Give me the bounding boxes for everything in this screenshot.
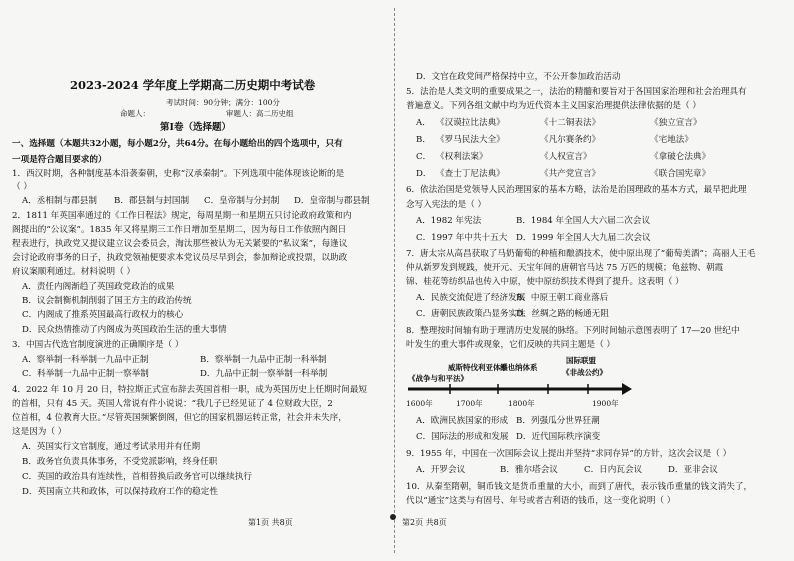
question-9-option-d[interactable]: D．亚非会议: [668, 465, 718, 475]
timeline-event: 威斯特伐利亚体系: [448, 363, 508, 372]
question-5-option-d-label[interactable]: D．: [416, 169, 432, 179]
question-10-line: 10．从秦至隋朝，铜币钱文是货币重量的大小，而到了唐代，表示钱币重量的钱文消失了，: [406, 482, 753, 492]
timeline-year: 1900年: [592, 399, 619, 408]
question-5-option-b-doc2: 《凡尔赛条约》: [540, 135, 601, 145]
question-5-option-c-doc2: 《人权宣言》: [540, 152, 592, 162]
question-2-line: 会讨论政府事务的日子，执政党领袖便要求本党议员尽早到会，参加辩论或投票，以助政: [12, 253, 348, 263]
question-9-option-b[interactable]: B．雅尔塔会议: [500, 465, 558, 475]
question-2-line: 2．1811 年英国率通过的《工作日程法》规定，每周星期一和星期五只讨论政府政策和内: [12, 211, 352, 221]
question-6-line: 6．依法治国是党领导人民治理国家的基本方略，法治是治国理政的基本方式，最早把此理: [406, 185, 747, 195]
question-7-option-d[interactable]: D．丝绸之路的畅通无阻: [516, 309, 609, 319]
timeline-event: 国际联盟: [566, 356, 596, 365]
question-3-option-b[interactable]: B．察举制一九品中正制一科举制: [200, 355, 327, 365]
instructions-line1: 一、选择题（本题共32小题，每小题2分，共64分。在每小题给出的四个选项中，只有: [12, 139, 343, 149]
page-divider: [394, 8, 395, 553]
question-7-option-a[interactable]: A．民族交流促进了经济发展: [416, 293, 526, 303]
page-footer-left: 第1页 共8页: [248, 518, 293, 527]
exam-title: 2023-2024 学年度上学期高二历史期中考试卷: [70, 78, 316, 92]
question-1-option-b[interactable]: B．郡县制与封国制: [114, 196, 190, 206]
question-8-option-d[interactable]: D．近代国际秩序演变: [516, 432, 601, 442]
question-5-line: 普遍意义。下列各组文献中均为近代资本主义国家治理提供法律依据的是（ ）: [406, 101, 701, 111]
question-4-option-d-cont[interactable]: D．文官在政党间严格保持中立，不公开参加政治活动: [416, 72, 621, 82]
question-5-line: 5．法治是人类文明的重要成果之一，法治的精髓和要旨对于各国国家治理和社会治理具有: [406, 87, 747, 97]
question-4-line: 这是因为（ ）: [12, 427, 67, 437]
question-1-option-a[interactable]: A．丞相制与郡县制: [22, 196, 97, 206]
question-7-line: 7．唐太宗从高昌获取了马奶葡萄的种植和酿酒技术，使中原出现了“葡萄美酒”；高丽人王毛: [406, 249, 756, 259]
exam-meta-reviewer: 审题人：高二历史组: [226, 109, 294, 118]
right-page: [400, 0, 794, 561]
question-3-option-c[interactable]: C．科举制一九品中正制一察举制: [22, 369, 149, 379]
question-7-line: 锦、桂花等纺织品也传入中原，使中原纺织技术得到了提升。这表明（ ）: [406, 277, 684, 287]
question-8-line: 叶发生的重大事件或现象，它们反映的共同主题是（ ）: [406, 340, 615, 350]
question-3-stem: 3．中国古代选官制度演进的正确顺序是（ ）: [12, 340, 184, 350]
question-1-stem-2: （ ）: [12, 182, 32, 192]
question-7-option-c[interactable]: C．唐朝民族政策凸显务实性: [416, 309, 526, 319]
question-5-option-d-doc2: 《共产党宣言》: [540, 169, 601, 179]
question-8-option-b[interactable]: B．列强瓜分世界狂潮: [516, 416, 600, 426]
question-5-option-a-doc1: 《汉谟拉比法典》: [436, 118, 505, 128]
question-6-option-d[interactable]: D．1999 年全国人大九届二次会议: [516, 233, 651, 243]
question-10-line: 代以“通宝”这类与有固号、年号或者吉利语的钱币，这一变化说明（ ）: [406, 496, 676, 506]
question-8-option-c[interactable]: C．国际法的形成和发展: [416, 432, 509, 442]
question-2-option-b[interactable]: B．议会制衡机制削弱了国王方主的政治传统: [22, 296, 192, 306]
question-2-line: 府议案顺利通过。材料说明（ ）: [12, 267, 136, 277]
question-5-option-c-label[interactable]: C．: [416, 152, 432, 162]
timeline-arrow: [622, 383, 632, 395]
page-footer-right: 第2页 共8页: [402, 518, 447, 527]
timeline-year: 1800年: [508, 399, 535, 408]
question-4-option-a[interactable]: A．英国实行文官制度，通过考试录用并有任期: [22, 442, 201, 452]
timeline-event: 维也纳体系: [500, 363, 538, 372]
question-5-option-c-doc1: 《权利法案》: [436, 152, 488, 162]
question-6-option-b[interactable]: B．1984 年全国人大六届二次会议: [516, 216, 651, 226]
question-8-option-a[interactable]: A．欧洲民族国家的形成: [416, 416, 509, 426]
section-title: 第Ⅰ卷（选择题）: [160, 122, 231, 133]
question-6-option-c[interactable]: C．1997 年中共十五大: [416, 233, 508, 243]
question-3-option-a[interactable]: A．察举制一科举制一九品中正制: [22, 355, 149, 365]
question-8-line: 8．整理按时间轴有助于理清历史发展的脉络。下列时间轴示意图表明了 17—20 世纪中: [406, 326, 740, 336]
question-9-stem: 9．1955 年，中国在一次国际会议上提出并坚持“求同存异”的方针，这次会议是（ ）: [406, 449, 732, 459]
question-5-option-d-doc3: 《联合国宪章》: [650, 169, 711, 179]
question-6-line: 念写入宪法的是（ ）: [406, 200, 487, 210]
question-4-option-c[interactable]: C．英国的政治具有连续性，首相替换后政务官可以继续执行: [22, 472, 253, 482]
question-5-option-a-label[interactable]: A．: [416, 118, 431, 128]
question-5-option-b-doc3: 《宅地法》: [650, 135, 693, 145]
question-1-stem: 1．西汉时期，各种制度基本沿袭秦朝，史称“汉承秦制”。下列选项中能体现该论断的是: [12, 169, 345, 179]
question-3-option-d[interactable]: D．九品中正制一察举制一科举制: [200, 369, 328, 379]
question-5-option-a-doc2: 《十二铜表法》: [540, 118, 601, 128]
question-4-option-b[interactable]: B．政务官负责具体事务，不受党派影响，终身任职: [22, 457, 218, 467]
question-6-option-a[interactable]: A．1982 年宪法: [416, 216, 482, 226]
question-2-line: 程表进行，执政党又提议建立议会委员会，淘汰那些被认为无关紧要的“私议案”，每逢议: [12, 239, 348, 249]
question-1-option-c[interactable]: C．皇帝制与分封制: [204, 196, 280, 206]
question-2-option-c[interactable]: C．内阁成了推系英国最高行政权力的核心: [22, 310, 184, 320]
question-5-option-a-doc3: 《独立宣言》: [650, 118, 702, 128]
timeline-year: 1600年: [406, 399, 433, 408]
binding-hole: [390, 514, 396, 520]
question-5-option-b-doc1: 《罗马民法大全》: [436, 135, 505, 145]
question-4-option-d[interactable]: D．英国南立共和政体，可以保持政府工作的稳定性: [22, 487, 218, 497]
question-2-option-d[interactable]: D．民众热情推动了内阁成为英国政治生活的重大事情: [22, 325, 227, 335]
question-9-option-a[interactable]: A．开罗会议: [416, 465, 466, 475]
left-page: [0, 0, 392, 561]
timeline-event: 《非战公约》: [562, 368, 607, 377]
question-5-option-c-doc3: 《拿破仑法典》: [650, 152, 711, 162]
question-1-option-d[interactable]: D．皇帝制与郡县制: [294, 196, 370, 206]
exam-meta-author: 命题人：: [120, 109, 150, 118]
question-2-line: 阁提出的“公议案”。1835 年又将星期三工作日增加至星期二，因为每日工作依照内阁日: [12, 225, 347, 235]
question-2-option-a[interactable]: A．责任内阁渐趋了英国政党政治的成果: [22, 282, 175, 292]
exam-meta-time: 考试时间：90分钟；满分：100分: [166, 98, 280, 107]
question-5-option-d-doc1: 《查士丁尼法典》: [436, 169, 505, 179]
question-5-option-b-label[interactable]: B．: [416, 135, 431, 145]
timeline-year: 1700年: [456, 399, 483, 408]
question-4-line: 的首相，只有 45 天。英国人常说有件小说说：“我几子已经见证了 4 位财政大臣，2: [12, 399, 333, 409]
question-9-option-c[interactable]: C．日内瓦会议: [584, 465, 643, 475]
question-7-line: 仲从新罗发到规践，使开元、天宝年间的唐朝官马达 75 万匹的规模；龟兹物、朝霞: [406, 263, 724, 273]
question-4-line: 位首相，4 位教育大臣。”尽管英国频繁倒阁，但它的国家机器运转正常，社会并未失序，: [12, 413, 347, 423]
question-7-option-b[interactable]: B．中原王朝工商业落后: [516, 293, 609, 303]
timeline-event: 《战争与和平法》: [408, 374, 468, 383]
instructions-line2: 一项是符合题目要求的）: [12, 155, 107, 165]
question-4-line: 4．2022 年 10 月 20 日，特拉斯正式宣布辞去英国首相一职，成为英国历史上任期时间最短: [12, 385, 368, 395]
